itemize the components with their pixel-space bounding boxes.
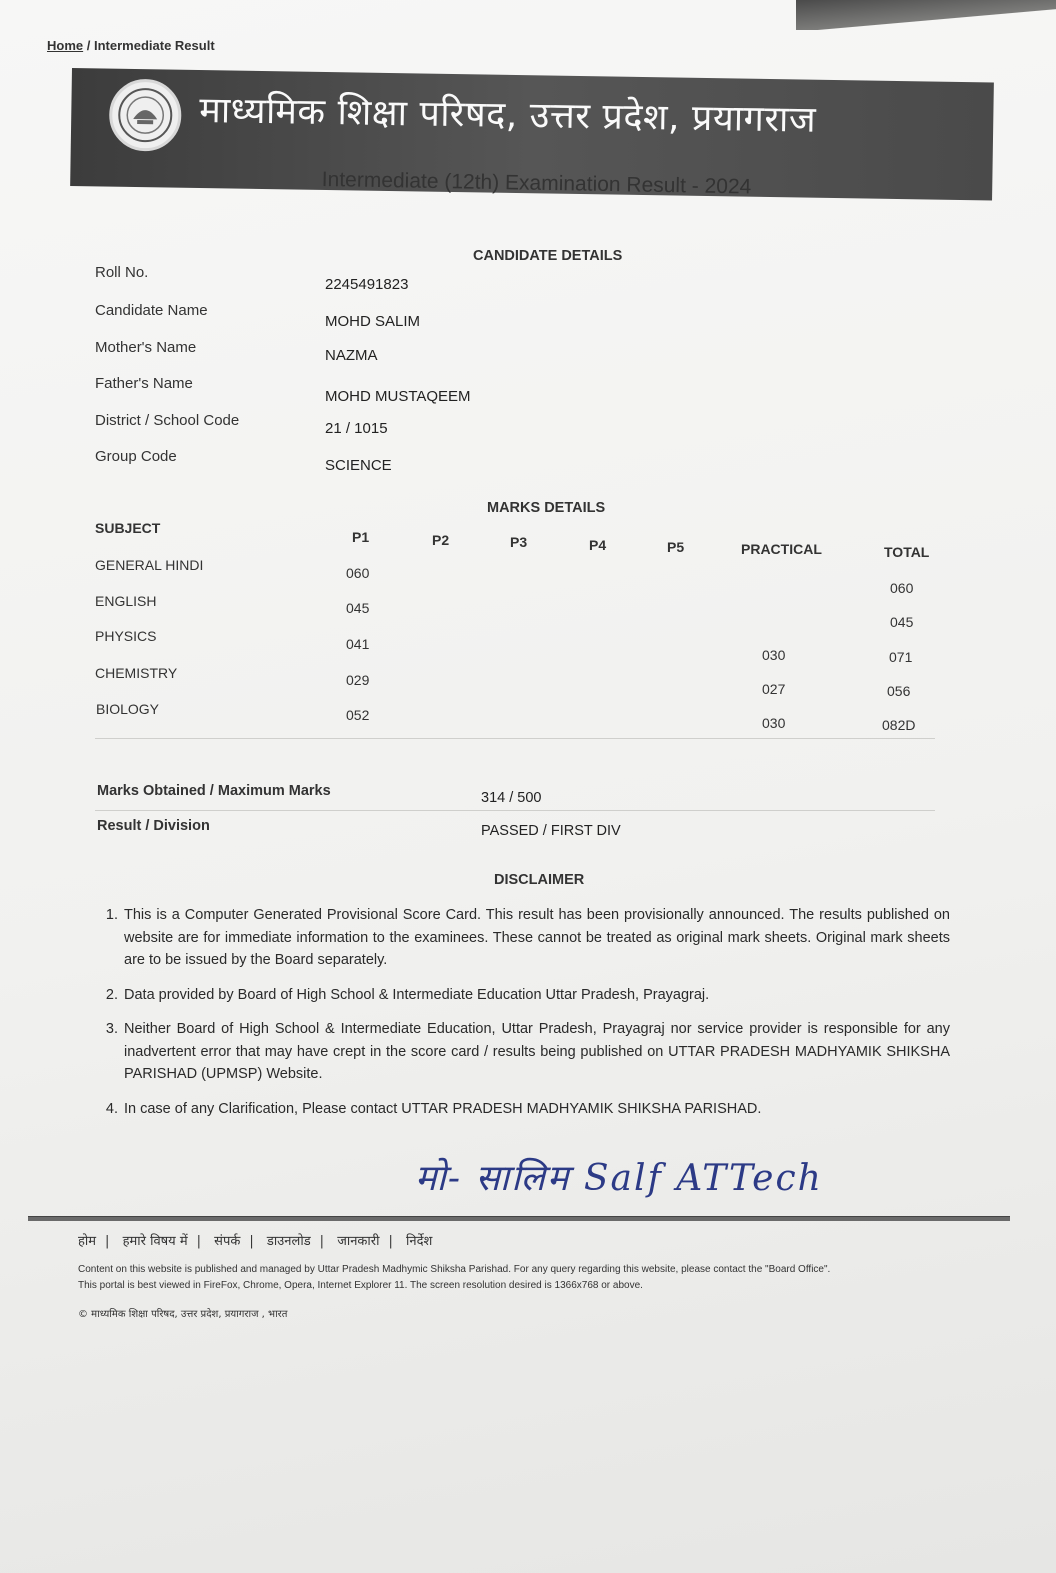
footer-link-download[interactable]: डाउनलोड [266, 1234, 311, 1249]
subject-p1: 060 [346, 565, 370, 581]
result-division-label: Result / Division [97, 818, 210, 834]
candidate-details-heading: CANDIDATE DETAILS [473, 248, 623, 264]
disclaimer-list [98, 904, 950, 1132]
subject-p1: 029 [346, 672, 370, 688]
subject-p1: 041 [346, 636, 370, 652]
footer-browser-line: This portal is best viewed in FireFox, Chrome, Opera, Internet Explorer 11. The screen resolution desired is 1366x768 or above. [78, 1280, 643, 1291]
marks-details-heading: MARKS DETAILS [487, 500, 606, 516]
candidate-name-value: MOHD SALIM [325, 313, 421, 330]
subject-total: 045 [890, 614, 914, 630]
table-rule [95, 738, 935, 739]
district-school-code-label: District / School Code [95, 412, 240, 429]
col-subject: SUBJECT [95, 520, 161, 536]
mother-name-label: Mother's Name [95, 339, 197, 356]
subject-p1: 052 [346, 707, 370, 723]
subject-name: CHEMISTRY [95, 665, 178, 681]
handwritten-attestation: मो- सालिम Salf ATTech [415, 1158, 823, 1199]
footer-link-about[interactable]: हमारे विषय में [122, 1234, 188, 1249]
col-p1: P1 [352, 529, 370, 545]
footer-content-line: Content on this website is published and managed by Uttar Pradesh Madhymic Shiksha Parishad. For any query regarding this website, please contact the "Board Office". [78, 1264, 831, 1275]
roll-no-label: Roll No. [95, 264, 149, 281]
disclaimer-item: 2. Data provided by Board of High School & Intermediate Education Uttar Pradesh, Prayagraj. [122, 984, 950, 1007]
board-name-hindi: माध्यमिक शिक्षा परिषद, उत्तर प्रदेश, प्रयागराज [199, 90, 817, 141]
group-code-value: SCIENCE [325, 457, 392, 474]
footer-text [78, 1262, 978, 1294]
board-emblem-icon [109, 79, 182, 152]
subject-total: 071 [889, 649, 913, 665]
col-p3: P3 [510, 534, 528, 550]
photo-edge-shadow [796, 0, 1056, 30]
footer-divider [28, 1216, 1010, 1221]
disclaimer-heading: DISCLAIMER [494, 872, 585, 888]
candidate-name-label: Candidate Name [95, 302, 208, 319]
disclaimer-item: 4. In case of any Clarification, Please contact UTTAR PRADESH MADHYAMIK SHIKSHA PARISHAD. [122, 1098, 950, 1121]
breadcrumb-separator: / [86, 38, 91, 53]
mother-name-value: NAZMA [325, 347, 378, 364]
table-rule [95, 810, 935, 811]
subject-name: PHYSICS [95, 628, 157, 644]
subject-total: 056 [887, 683, 911, 699]
breadcrumb-home-link[interactable]: Home [47, 38, 84, 53]
subject-p1: 045 [346, 600, 370, 616]
subject-practical: 030 [762, 647, 786, 663]
marks-obtained-label: Marks Obtained / Maximum Marks [97, 783, 331, 799]
footer-nav: होम | हमारे विषय में | संपर्क | डाउनलोड | जानकारी | निर्देश [78, 1234, 433, 1249]
marks-obtained-value: 314 / 500 [481, 790, 542, 806]
col-p4: P4 [589, 537, 607, 553]
subject-name: BIOLOGY [96, 701, 160, 717]
subject-practical: 030 [762, 715, 786, 731]
footer-copyright: © माध्यमिक शिक्षा परिषद, उत्तर प्रदेश, प्रयागराज , भारत [78, 1309, 288, 1320]
father-name-label: Father's Name [95, 375, 193, 392]
group-code-label: Group Code [95, 448, 177, 465]
subject-practical: 027 [762, 681, 786, 697]
footer-link-home[interactable]: होम [78, 1234, 97, 1249]
col-total: TOTAL [884, 544, 930, 560]
col-practical: PRACTICAL [741, 541, 822, 557]
subject-name: GENERAL HINDI [95, 557, 204, 573]
district-school-code-value: 21 / 1015 [325, 420, 388, 437]
subject-total: 082D [882, 717, 916, 733]
breadcrumb [47, 38, 215, 53]
footer-link-contact[interactable]: संपर्क [214, 1234, 241, 1249]
col-p5: P5 [667, 539, 685, 555]
roll-no-value: 2245491823 [325, 276, 409, 293]
disclaimer-item: 3. Neither Board of High School & Intermediate Education, Uttar Pradesh, Prayagraj nor service provider is responsible for any inadvertent error that may have crept in the score card / results being published on UTTAR PRADESH MADHYAMIK SHIKSHA PARISHAD (UPMSP) Website. [122, 1018, 950, 1086]
col-p2: P2 [432, 532, 450, 548]
subject-name: ENGLISH [95, 593, 157, 609]
footer-link-instructions[interactable]: निर्देश [406, 1234, 433, 1249]
father-name-value: MOHD MUSTAQEEM [325, 388, 471, 405]
exam-title: Intermediate (12th) Examination Result - 2024 [321, 168, 752, 199]
result-division-value: PASSED / FIRST DIV [481, 823, 621, 839]
breadcrumb-current: Intermediate Result [94, 38, 215, 53]
disclaimer-item: 1. This is a Computer Generated Provisional Score Card. This result has been provisionally announced. The results published on website are for immediate information to the examinees. These cannot be treated as original mark sheets. Original mark sheets are to be issued by the Board separately. [122, 904, 950, 972]
footer-link-info[interactable]: जानकारी [337, 1234, 380, 1249]
subject-total: 060 [890, 580, 914, 596]
